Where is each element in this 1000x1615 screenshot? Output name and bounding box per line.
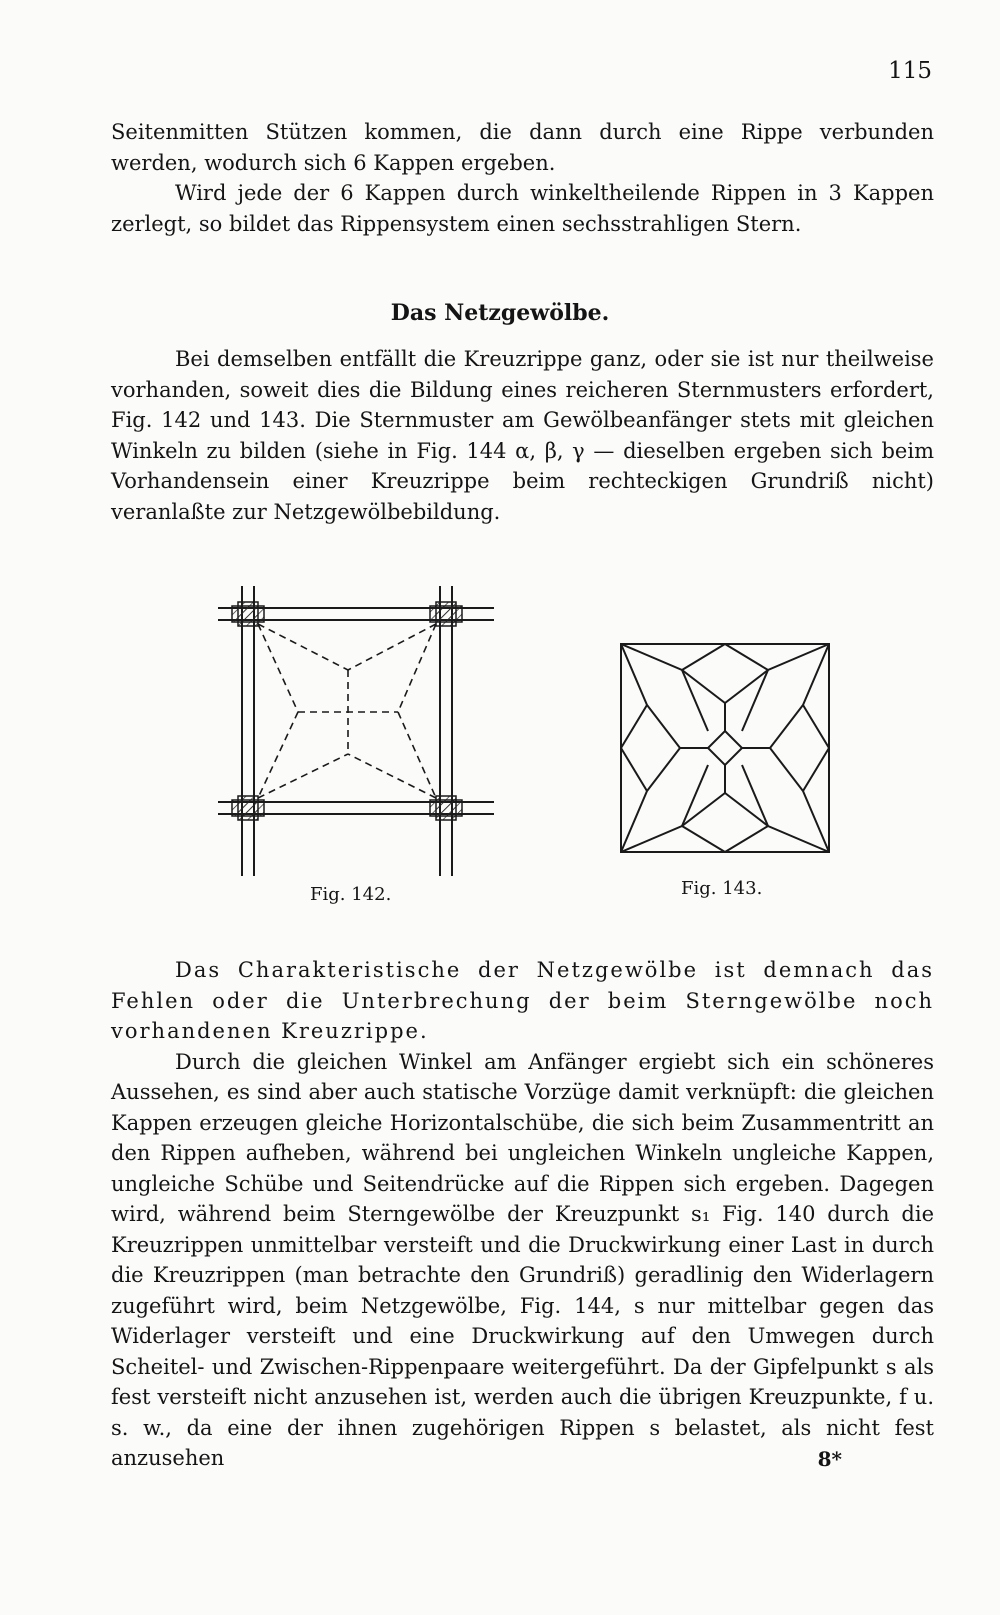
mid-text-block (111, 344, 934, 527)
figure-143-drawing (618, 641, 832, 855)
figure-142-caption: Fig. 142. (310, 884, 392, 905)
paragraph-characteristic: Das Charakteristische der Netzgewölbe ist demnach das Fehlen oder die Unterbrechung der beim Sterngewölbe noch vorhandenen Kreuzrippe. (111, 958, 934, 1043)
figure-143-caption: Fig. 143. (681, 878, 763, 899)
page-number: 115 (888, 58, 932, 84)
paragraph-net-vault-definition: Bei demselben entfällt die Kreuzrippe ganz, oder sie ist nur theilweise vorhanden, soweit dies die Bildung eines reicheren Sternmusters erfordert, Fig. 142 und 143. Die Sternmuster am Gewölbeanfänger stets mit gleichen Winkeln zu bilden (siehe in Fig. 144 α, β, γ — dieselben ergeben sich beim Vorhandensein einer Kreuzrippe beim rechteckigen Grundriß nicht) veranlaßte zur Netzgewölbebildung. (111, 347, 934, 524)
paragraph-star-vault: Wird jede der 6 Kappen durch winkeltheilende Rippen in 3 Kappen zerlegt, so bildet das Rippensystem einen sechsstrahligen Stern. (111, 181, 934, 236)
paragraph-continuation: Seitenmitten Stützen kommen, die dann durch eine Rippe verbunden werden, wodurch sich 6 Kappen ergeben. (111, 120, 934, 175)
paragraph-static-advantages: Durch die gleichen Winkel am Anfänger ergiebt sich ein schöneres Aussehen, es sind aber auch statische Vorzüge damit verknüpft: die gleichen Kappen erzeugen gleiche Horizontalschübe, die sich beim Zusammentritt an den Rippen aufheben, während bei ungleichen Winkeln ungleiche Kappen, ungleiche Schübe und Seitendrücke auf die Rippen sich ergeben. Dagegen wird, während beim Sterngewölbe der Kreuzpunkt s₁ Fig. 140 durch die Kreuzrippen unmittelbar versteift und die Druckwirkung einer Last in durch die Kreuzrippen (man betrachte den Grundriß) geradlinig den Widerlagern zugeführt wird, beim Netzgewölbe, Fig. 144, s nur mittelbar gegen das Widerlager versteift und eine Druckwirkung auf den Umwegen durch Scheitel- und Zwischen-Rippenpaare weitergeführt. Da der Gipfelpunkt s als fest versteift nicht anzusehen ist, werden auch die übrigen Kreuzpunkte, f u. s. w., da eine der ihnen zugehörigen Rippen s belastet, als nicht fest anzusehen (111, 1049, 934, 1470)
printer-signature-mark: 8* (817, 1447, 842, 1471)
closing-text-block (111, 955, 934, 1474)
intro-text-block (111, 117, 934, 239)
section-heading: Das Netzgewölbe. (390, 300, 610, 326)
figure-142-drawing (218, 586, 494, 876)
